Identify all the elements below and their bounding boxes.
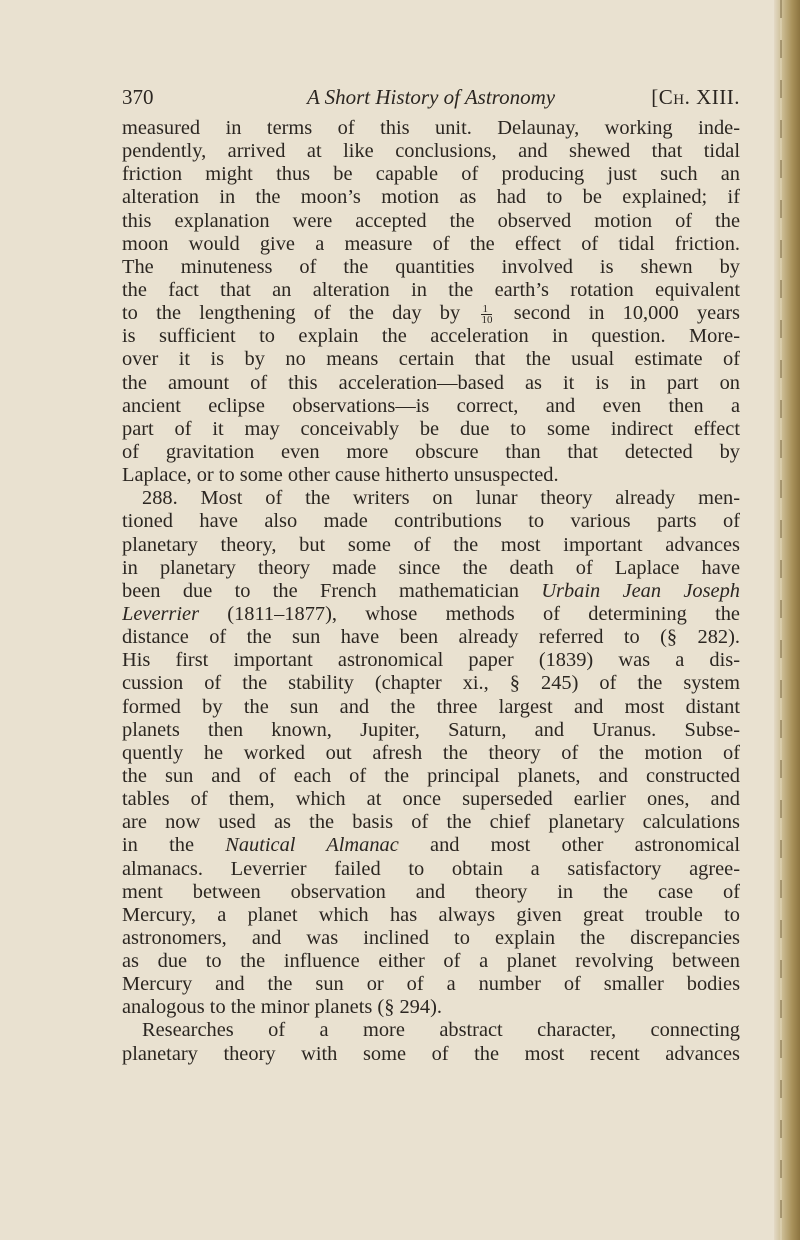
text-line: the fact that an alteration in the earth’s rotation equivalent [122, 278, 740, 301]
text-segment: to the lengthening of the day by [122, 302, 461, 325]
italic-name: Urbain Jean Joseph [541, 579, 740, 602]
text-segment: second in 10,000 years [513, 302, 740, 325]
text-line: the amount of this acceleration—based as it is in part on [122, 371, 740, 394]
text-line: friction might thus be capable of producing just such an [122, 163, 740, 186]
text-line: pendently, arrived at like conclusions, and shewed that tidal [122, 140, 740, 163]
text-line: planetary theory with some of the most recent advances [122, 1042, 740, 1065]
text-line: almanacs. Leverrier failed to obtain a satisfactory agree- [122, 857, 740, 880]
fraction-numerator: 1 [481, 304, 492, 315]
page-number: 370 [122, 85, 154, 109]
text-line: is sufficient to explain the acceleration in question. More- [122, 325, 740, 348]
text-line: formed by the sun and the three largest and most distant [122, 695, 740, 718]
text-line: The minuteness of the quantities involved is shewn by [122, 255, 740, 278]
text-line: the sun and of each of the principal planets, and constructed [122, 764, 740, 787]
paragraph-start: Researches of a more abstract character, connecting [142, 1019, 740, 1042]
text-segment: (1811–1877), whose methods of determining the [227, 602, 740, 625]
text-line: tioned have also made contributions to various parts of [122, 510, 740, 533]
fraction-one-tenth [481, 304, 492, 325]
text-line: cussion of the stability (chapter xi., § 245) of the system [122, 672, 740, 695]
text-line: Laplace, or to some other cause hitherto unsuspected. [122, 464, 559, 487]
running-title: A Short History of Astronomy [306, 85, 556, 109]
italic-name: Leverrier [122, 602, 200, 625]
text-line: distance of the sun have been already referred to (§ 282). [122, 626, 740, 649]
text-line: measured in terms of this unit. Delaunay, working inde- [122, 117, 740, 139]
text-line: moon would give a measure of the effect of tidal friction. [122, 232, 740, 255]
page-edge-shadow [774, 0, 800, 1240]
body-text [122, 117, 740, 1066]
fraction-denominator: 10 [481, 313, 493, 326]
running-header [122, 85, 740, 115]
text-line: this explanation were accepted the observed motion of the [122, 209, 740, 232]
text-line-with-fraction [122, 302, 740, 325]
text-line: of gravitation even more obscure than that detected by [122, 440, 740, 463]
text-line: Mercury, a planet which has always given great trouble to [122, 903, 740, 926]
text-line: planetary theory, but some of the most important advances [122, 533, 740, 556]
text-segment: in the [122, 834, 194, 857]
text-line: planets then known, Jupiter, Saturn, and Uranus. Subse- [122, 718, 740, 741]
text-segment: and most other astronomical [430, 834, 740, 857]
text-line: Mercury and the sun or of a number of smaller bodies [122, 973, 740, 996]
text-line: ancient eclipse observations—is correct, and even then a [122, 394, 740, 417]
text-line-with-name [122, 580, 740, 603]
text-line: ment between observation and theory in the case of [122, 880, 740, 903]
text-segment: been due to the French mathematician [122, 579, 519, 602]
text-line: tables of them, which at once superseded earlier ones, and [122, 788, 740, 811]
text-line: in planetary theory made since the death of Laplace have [122, 556, 740, 579]
text-line: alteration in the moon’s motion as had to be explained; if [122, 186, 740, 209]
text-line: over it is by no means certain that the usual estimate of [122, 348, 740, 371]
text-line: part of it may conceivably be due to some indirect effect [122, 417, 740, 440]
text-line: analogous to the minor planets (§ 294). [122, 996, 442, 1019]
text-line: are now used as the basis of the chief planetary calculations [122, 811, 740, 834]
text-line: quently he worked out afresh the theory of the motion of [122, 741, 740, 764]
text-line: His first important astronomical paper (1839) was a dis- [122, 649, 740, 672]
text-line-with-title [122, 834, 740, 857]
text-line: astronomers, and was inclined to explain the discrepancies [122, 926, 740, 949]
paragraph-288-start: 288. Most of the writers on lunar theory already men- [142, 487, 740, 510]
italic-publication-title: Nautical Almanac [225, 834, 399, 857]
chapter-reference: [Ch. XIII. [651, 85, 740, 109]
text-line-with-name [122, 603, 740, 626]
text-line: as due to the influence either of a planet revolving between [122, 950, 740, 973]
